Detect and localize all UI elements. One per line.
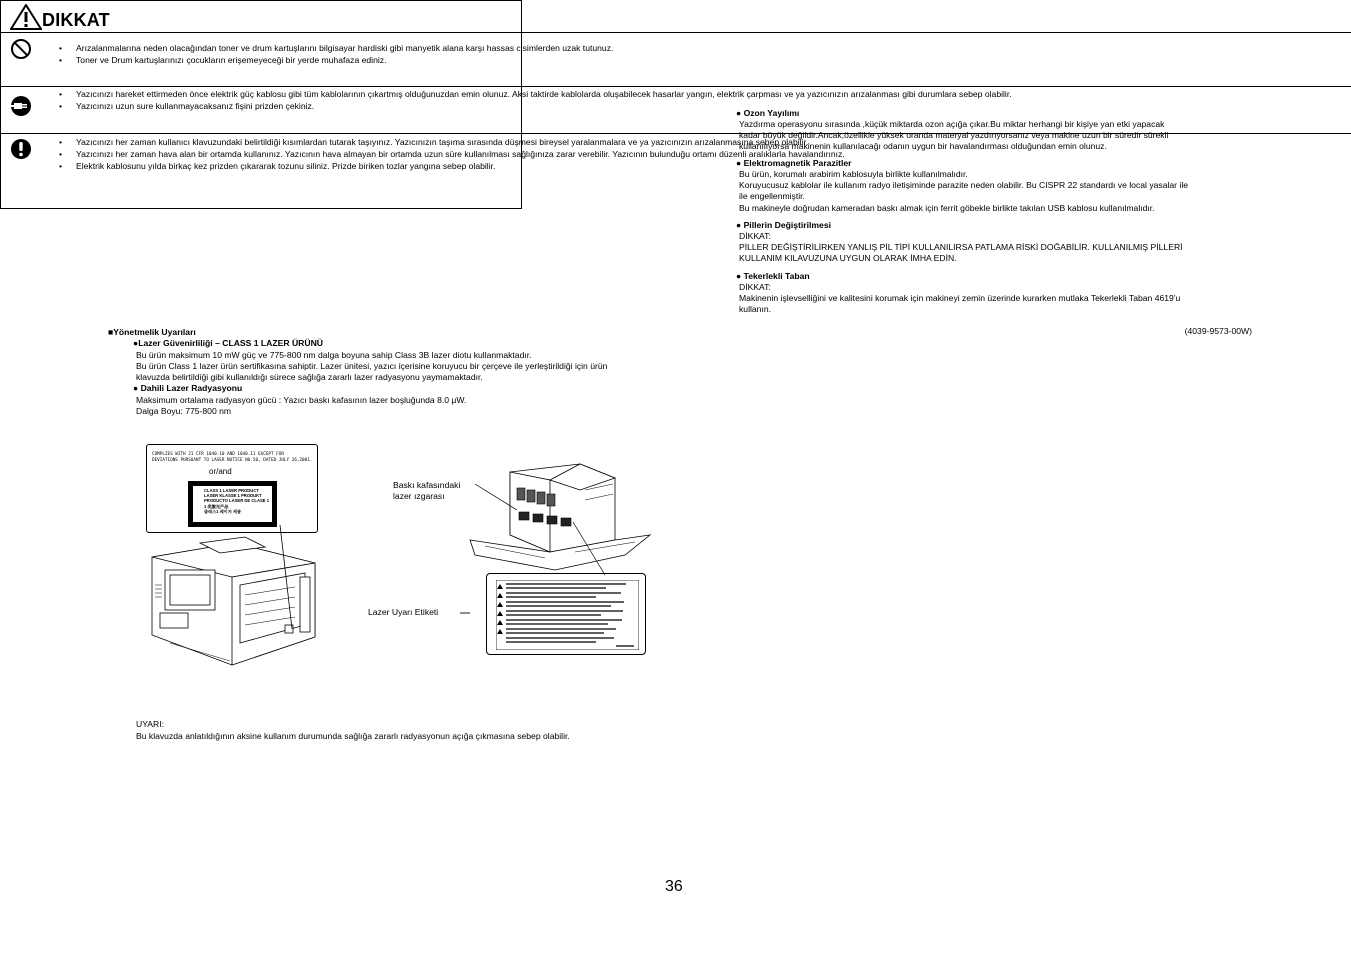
- text-line: Dalga Boyu: 775-800 nm: [136, 406, 232, 417]
- certification-label: [146, 444, 318, 533]
- laser-safety-text: [136, 350, 607, 384]
- regulations-heading: ■Yönetmelik Uyarıları: [108, 327, 196, 337]
- caution-header: [0, 0, 1351, 33]
- list-item: • Yazıcınızı her zaman kullanıcı klavuzundaki belirtildiği kısımlardan tutarak taşıyınız. Yazıcınızın taşıma sırasında düşmesi bireysel yaralanmalara ve ya yazıcınızın arızalanmasına sebep olabilir.: [58, 137, 1343, 148]
- text-line: lazer ızgarası: [393, 491, 445, 501]
- or-and-text: or/and: [209, 467, 232, 476]
- text-line: Baskı kafasındaki: [393, 480, 461, 490]
- list-item: • Yazıcınızı hareket ettirmeden önce elektrik güç kablosu gibi tüm kablolarının çıkartmış olduğunuzdan emin olunuz. Aksi taktirde kablolarda oluşabilecek hasarlar yangın, elektrik çarpması ve ya yazıcınızın arızalanması gibi durumlara sebep olabilir.: [58, 89, 1343, 100]
- text-line: ile engellenmiştir.: [739, 191, 805, 202]
- internal-laser-heading: ● Dahili Lazer Radyasyonu: [133, 383, 243, 393]
- printer-rear-illustration: [140, 525, 330, 675]
- caution-list: [58, 89, 1343, 113]
- text-line: klavuzda belirtildiği gibi kullanıldığı sürece sağlığa zararlı lazer radyasyonu yaymamaktadır.: [136, 372, 483, 383]
- callout-laser-label: Lazer Uyarı Etiketi: [368, 607, 439, 617]
- certification-text: [152, 452, 312, 463]
- prohibited-icon: [10, 38, 32, 60]
- caster-heading: ● Tekerlekli Taban: [736, 271, 810, 281]
- text-line: Yazdırma operasyonu sırasında ,küçük miktarda ozon açığa çıkar.Bu miktar herhangi bir kişiye yan etki yapacak: [739, 119, 1165, 129]
- class1-label: [188, 481, 277, 527]
- laser-warning-label: [486, 573, 646, 655]
- text-line: Bu ürün maksimum 10 mW güç ve 775-800 nm dalga boyuna sahip Class 3B lazer diotu kullanmaktadır.: [136, 350, 532, 360]
- text-line: PİLLER DEĞİŞTİRİLİRKEN YANLIŞ PİL TİPİ KULLANILIRSA PATLAMA RİSKİ DOĞABİLİR. KULLANILMIŞ PİLLERİ: [739, 242, 1183, 253]
- unplug-icon: [10, 95, 32, 117]
- text-line: Bu makineyle doğrudan kameradan baskı almak için ferrit göbekle birlikte takılan USB kablosu kullanılmalıdır.: [739, 202, 1155, 213]
- text-line: kadar büyük değildir.Ancak,özellikle yüksek oranda materyal yazdırıyorsanız veya makine uzun bir süredir sürekli: [739, 130, 1169, 141]
- page-number: 36: [665, 878, 683, 895]
- text-line: Maksimum ortalama radyasyon gücü : Yazıcı baskı kafasının lazer boşluğunda 8.0 μW.: [136, 395, 467, 405]
- warning-text: Bu klavuzda anlatıldığının aksine kullanım durumunda sağlığa zararlı radyasyonun açığa çıkmasına sebep olabilir.: [136, 730, 570, 741]
- text-line: kullanılıyorsa makinenin kullanılacağı odanın uygun bir havalandırması olduğundan emin olunuz.: [739, 141, 1107, 152]
- emc-text: [739, 169, 1188, 214]
- text-line: CLASS 1 LASER PRODUCT: [204, 488, 259, 493]
- exclamation-icon: [10, 138, 32, 160]
- text-line: PRODUCTO LASER DE CLASE 1: [204, 498, 270, 504]
- list-item: • Arızalanmalarına neden olacağından toner ve drum kartuşlarını bilgisayar hardiski gibi manyetik alana karşı hassas cisimlerden uzak tutunuz.: [58, 43, 1343, 54]
- text-line: DEVIATIONS PURSUANT TO LASER NOTICE NO.50, DATED JULY 26,2001.: [152, 457, 313, 463]
- list-item: • Yazıcınızı her zaman hava alan bir ortamda kullanınız. Yazıcının hava almayan bir ortamda uzun süre kullanılması sağlığınıza zarar verebilir. Yazıcının bulunduğu ortamı düzenli aralıklarla havalandırınız.: [58, 149, 1343, 160]
- text-line: DİKKAT:: [739, 231, 771, 241]
- ozone-text: [739, 119, 1168, 153]
- text-line: 1 类激光产品: [204, 503, 229, 509]
- text-line: Bu ürün Class 1 lazer ürün sertifikasına sahiptir. Lazer ünitesi, yazıcı içerisine koruyucu bir çerçeve ile yerleştirildiği için ürün: [136, 361, 608, 372]
- list-item: • Toner ve Drum kartuşlarınızı çocukların erişemeyeceği bir yerde muhafaza ediniz.: [58, 55, 1343, 66]
- laser-safety-heading: ●Lazer Güvenirliliği – CLASS 1 LAZER ÜRÜNÜ: [133, 338, 323, 348]
- caster-text: [739, 282, 1180, 316]
- text-line: Makinenin işlevselliğini ve kalitesini korumak için makineyi zemin üzerinde kurarken mutlaka Tekerlekli Taban 4619'u: [739, 293, 1181, 304]
- warning-title: UYARI:: [136, 719, 165, 729]
- text-line: Koruyucusuz kablolar ile kullanım radyo iletişiminde parazite neden olabilir. Bu CISPR 22 standardı ve local yasalar ile: [739, 180, 1189, 191]
- class1-label-text: [193, 486, 272, 522]
- caution-list: [58, 43, 1343, 67]
- emc-heading: ● Elektromagnetik Parazitler: [736, 158, 852, 168]
- text-line: kullanın.: [739, 304, 772, 315]
- text-line: LASER KLASSE 1 PRODUKT: [204, 493, 262, 499]
- ozone-heading: ● Ozon Yayılımı: [736, 108, 800, 118]
- warning-triangle-icon: [10, 4, 42, 30]
- warning-label-text-graphic: [496, 580, 639, 650]
- internal-laser-text: [136, 395, 466, 417]
- text-line: COMPLIES WITH 21 CFR 1040.10 AND 1040.11 EXCEPT FOR: [152, 452, 284, 457]
- callout-print-head: [393, 480, 460, 502]
- document-code: (4039-9573-00W): [1184, 326, 1252, 336]
- text-line: DİKKAT:: [739, 282, 771, 292]
- list-item: • Elektrik kablosunu yılda birkaç kez prizden çıkararak tozunu siliniz. Prizde biriken tozlar yangına sebep olabilir.: [58, 161, 1343, 172]
- warning-section: [136, 719, 570, 742]
- battery-text: [739, 231, 1183, 265]
- text-line: KULLANIM KILAVUZUNA UYGUN OLARAK İMHA EDİN.: [739, 253, 957, 264]
- battery-heading: ● Pillerin Değiştirilmesi: [736, 220, 831, 230]
- caution-title: DIKKAT: [42, 10, 110, 30]
- text-line: Bu ürün, korumalı arabirim kablosuyla birlikte kullanılmalıdır.: [739, 169, 968, 179]
- text-line: 클래스1 레이저 제품: [204, 508, 242, 514]
- caution-section-prohibited: [0, 33, 1351, 87]
- list-item: • Yazıcınızı uzun sure kullanmayacaksanız fişini prizden çekiniz.: [58, 101, 1343, 112]
